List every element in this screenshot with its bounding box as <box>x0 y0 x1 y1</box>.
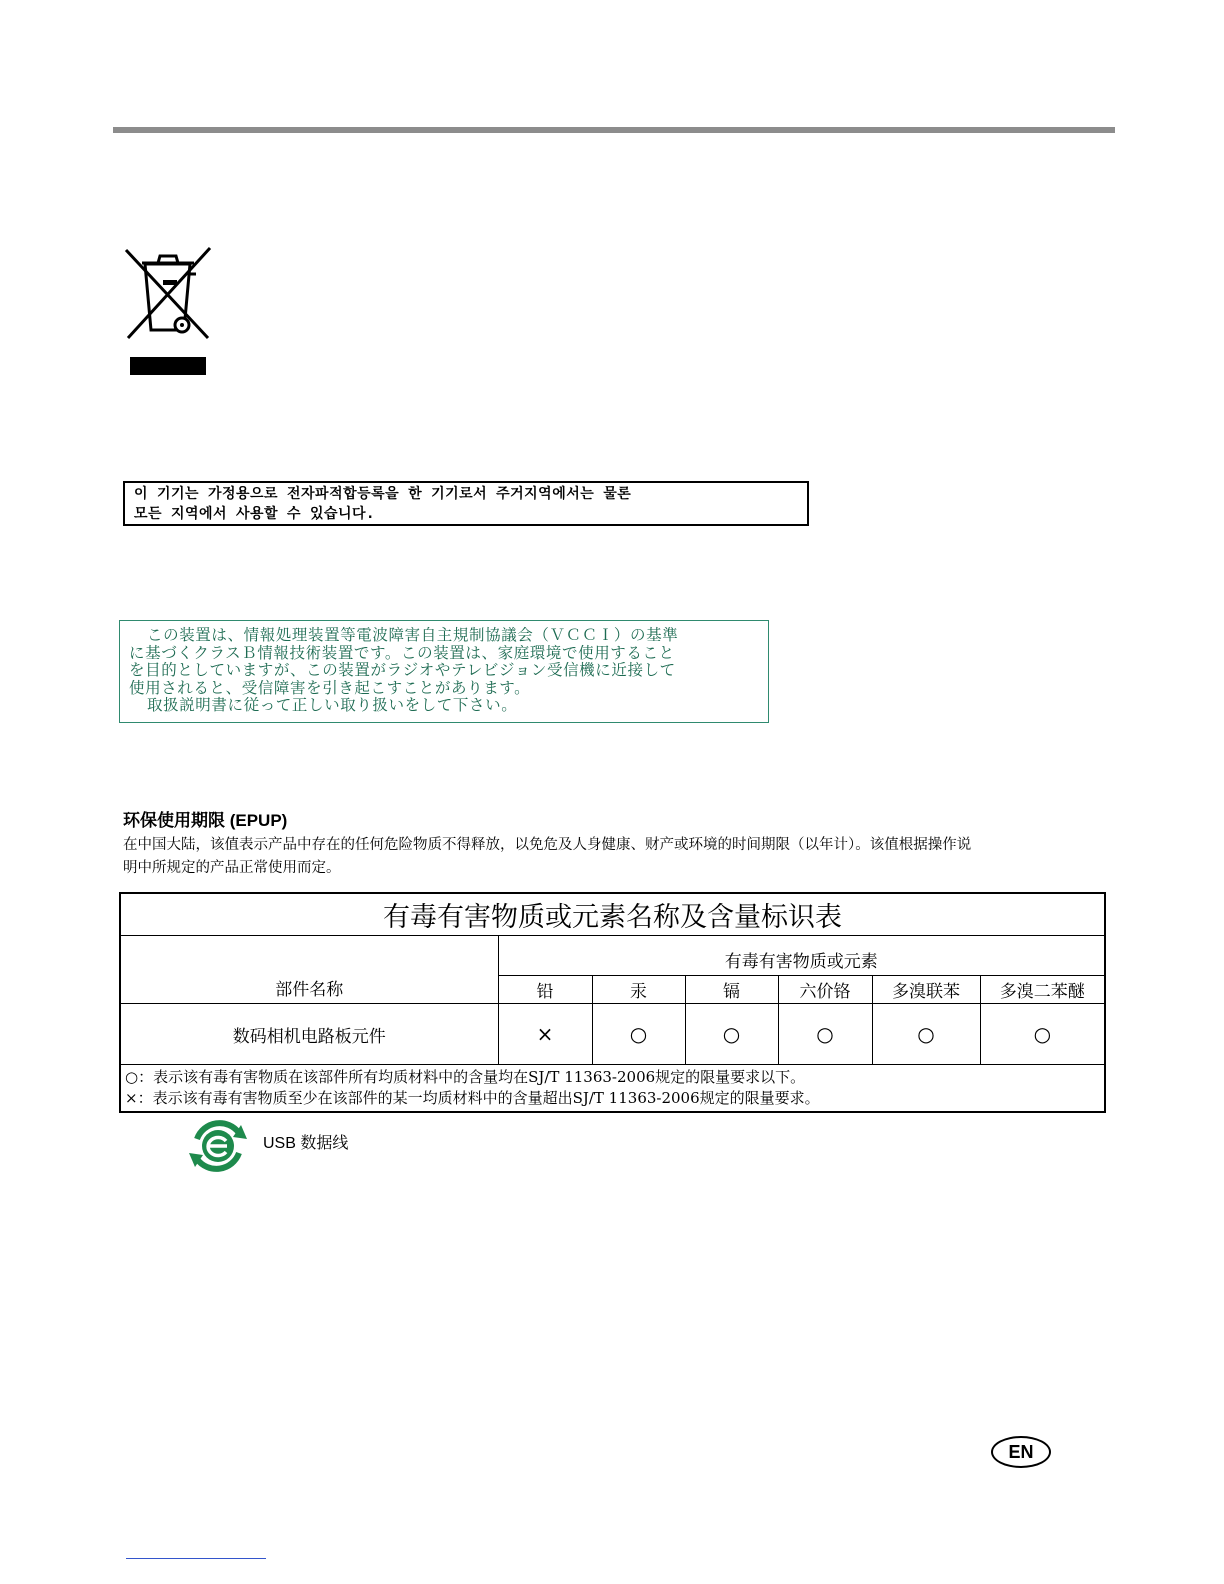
korean-line-2: 모든 지역에서 사용할 수 있습니다. <box>134 506 375 522</box>
note-cross: ×：表示该有毒有害物质至少在该部件的某一均质材料中的含量超出SJ/T 11363-2006规定的限量要求。 <box>125 1088 820 1107</box>
mark-cadmium: ○ <box>685 1004 778 1064</box>
japanese-line-5: 取扱説明書に従って正しい取り扱いをして下さい。 <box>147 696 518 714</box>
epup-paragraph-line-2: 明中所规定的产品正常使用而定。 <box>123 860 341 876</box>
weee-crossed-bin-icon <box>120 244 215 344</box>
mark-lead: × <box>498 1004 592 1064</box>
epup-paragraph <box>123 834 1108 880</box>
japanese-line-2: に基づくクラスＢ情報技術装置です。この装置は、家庭環境で使用すること <box>129 643 675 662</box>
part-name-header: 部件名称 <box>120 936 498 1004</box>
mark-mercury: ○ <box>592 1004 685 1064</box>
language-badge: EN <box>991 1436 1051 1468</box>
table-title: 有毒有害物质或元素名称及含量标识表 <box>120 893 1105 936</box>
substance-pbde: 多溴二苯醚 <box>980 976 1105 1004</box>
usb-cable-label: USB 数据线 <box>263 1135 349 1152</box>
mark-hexavalent-chromium: ○ <box>778 1004 872 1064</box>
japanese-vcci-notice <box>119 620 769 723</box>
japanese-line-4: 使用されると、受信障害を引き起こすことがあります。 <box>129 678 531 697</box>
note-circle: ○：表示该有毒有害物质在该部件所有均质材料中的含量均在SJ/T 11363-2006规定的限量要求以下。 <box>125 1067 806 1086</box>
part-name-cell: 数码相机电路板元件 <box>120 1004 498 1064</box>
substance-pbb: 多溴联苯 <box>872 976 980 1004</box>
footer-link-line <box>126 1558 266 1559</box>
epup-recycle-e-icon <box>185 1117 251 1175</box>
header-rule <box>113 127 1115 133</box>
substance-lead: 铅 <box>498 976 592 1004</box>
table-notes <box>120 1064 1105 1112</box>
japanese-line-1: この装置は、情報処理装置等電波障害自主規制協議会（ＶＣＣＩ）の基準 <box>147 626 679 644</box>
korean-line-1: 이 기기는 가정용으로 전자파적합등록을 한 기기로서 주거지역에서는 물론 <box>134 486 632 502</box>
substance-group-header: 有毒有害物质或元素 <box>498 936 1105 976</box>
epup-heading: 环保使用期限 (EPUP) <box>123 811 288 830</box>
substance-mercury: 汞 <box>592 976 685 1004</box>
japanese-line-3: を目的としていますが、この装置がラジオやテレビジョン受信機に近接して <box>129 661 676 679</box>
weee-black-bar <box>130 357 206 375</box>
mark-pbde: ○ <box>980 1004 1105 1064</box>
korean-emc-notice <box>123 481 809 526</box>
mark-pbb: ○ <box>872 1004 980 1064</box>
substance-cadmium: 镉 <box>685 976 778 1004</box>
substance-hexavalent-chromium: 六价铬 <box>778 976 872 1004</box>
epup-paragraph-line-1: 在中国大陆，该值表示产品中存在的任何危险物质不得释放，以免危及人身健康、财产或环境的时间期限（以年计）。该值根据操作说 <box>123 837 972 853</box>
table-row <box>120 1004 1105 1064</box>
hazardous-substance-table <box>119 892 1106 1113</box>
